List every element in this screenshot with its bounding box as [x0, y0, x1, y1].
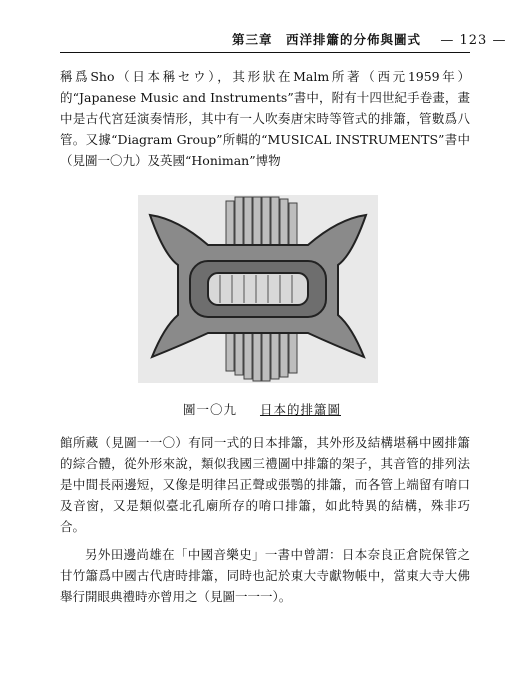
paragraph-2 — [60, 432, 470, 537]
running-header — [232, 30, 506, 48]
paragraph-1-text: 稱爲Sho（日本稱セウ），其形狀在Malm所著（西元1959年）的“Japanese Music and Instruments”書中，附有十四世紀手卷畫，畫中是古代宮廷演奏情形，其中有一人吹奏唐宋時等管式的排簫，管數爲八管。又據“Diagram Group”所輯的“MUSICAL INSTRUMENTS”書中（見圖一〇九）及英國“Honiman”博物 — [60, 69, 470, 168]
paragraph-3 — [60, 544, 470, 607]
chapter-title: 第三章 西洋排簫的分佈與圖式 — [232, 32, 422, 47]
figure-number: 圖一〇九 — [182, 402, 237, 417]
paragraph-1 — [60, 66, 470, 171]
paragraph-2-text: 館所藏（見圖一一〇）有同一式的日本排簫，其外形及結構堪稱中國排簫的綜合體，從外形來說，類似我國三禮圖中排簫的架子，其音管的排列法是中間長兩邊短，又像是明律呂正聲或張鶚的排簫，而各管上端留有唷口及音窗，又是類似臺北孔廟所存的唷口排簫，如此特異的結構，殊非巧合。 — [60, 435, 470, 534]
paragraph-3-text: 另外田邊尚雄在「中國音樂史」一書中曾謂：日本奈良正倉院保管之甘竹簫爲中國古代唐時排簫，同時也記於東大寺獻物帳中，當東大寺大佛舉行開眼典禮時亦曾用之（見圖一一一）。 — [60, 547, 470, 604]
page-number: — 123 — — [440, 33, 507, 48]
header-rule — [60, 52, 470, 53]
paixiao-illustration — [138, 195, 378, 383]
figure-title: 日本的排簫圖 — [259, 402, 341, 417]
figure-caption — [0, 400, 524, 418]
figure-paixiao-image — [138, 195, 378, 383]
